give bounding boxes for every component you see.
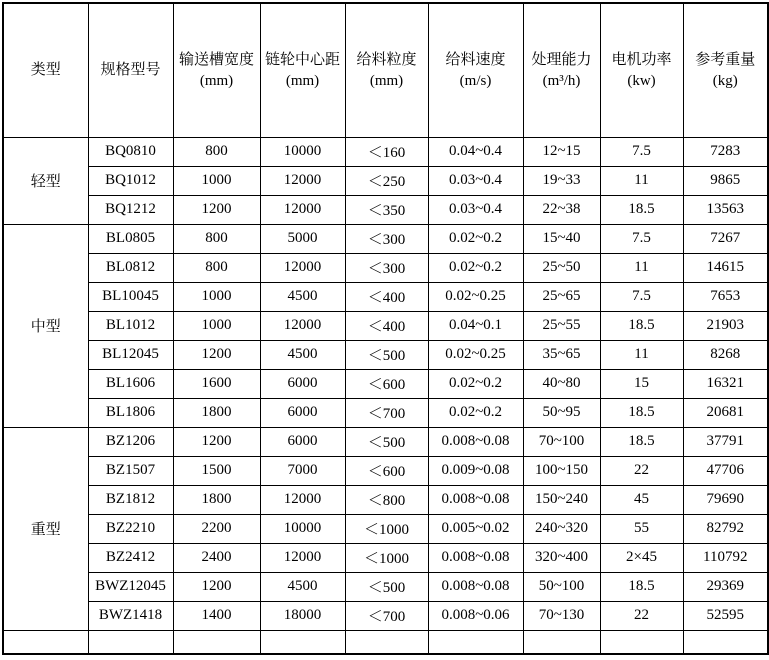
cell-weight: 37791 (683, 427, 768, 456)
cell-trough-width: 2400 (173, 543, 260, 572)
cell-feed-speed: 0.04~0.4 (428, 137, 523, 166)
cell-sprocket-distance: 12000 (260, 166, 345, 195)
cell-capacity: 50~100 (523, 572, 600, 601)
cell-trough-width: 1200 (173, 340, 260, 369)
col-header-title: 规格型号 (100, 62, 161, 79)
cell-sprocket-distance: 4500 (260, 340, 345, 369)
cell-model: BZ1507 (88, 456, 173, 485)
cell-model: BL1606 (88, 369, 173, 398)
cell-motor-power: 7.5 (600, 282, 683, 311)
cell-feed-speed: 0.02~0.2 (428, 224, 523, 253)
cell-feed-speed: 0.008~0.08 (428, 427, 523, 456)
empty-cell (523, 630, 600, 654)
cell-feed-speed: 0.02~0.25 (428, 340, 523, 369)
type-cell: 中型 (3, 224, 88, 427)
cell-feed-speed: 0.005~0.02 (428, 514, 523, 543)
cell-feed-speed: 0.03~0.4 (428, 166, 523, 195)
col-header-type (3, 3, 88, 137)
cell-model: BZ1206 (88, 427, 173, 456)
table-row (3, 485, 768, 514)
cell-model: BL10045 (88, 282, 173, 311)
cell-capacity: 35~65 (523, 340, 600, 369)
cell-feed-size: ＜500 (345, 427, 428, 456)
cell-model: BL1806 (88, 398, 173, 427)
cell-weight: 29369 (683, 572, 768, 601)
col-header-motor-power (600, 3, 683, 137)
cell-trough-width: 1800 (173, 398, 260, 427)
cell-weight: 52595 (683, 601, 768, 630)
cell-trough-width: 1400 (173, 601, 260, 630)
cell-motor-power: 2×45 (600, 543, 683, 572)
cell-trough-width: 800 (173, 224, 260, 253)
table-row (3, 398, 768, 427)
cell-model: BQ1012 (88, 166, 173, 195)
col-header-unit: (m³/h) (542, 73, 581, 90)
cell-motor-power: 18.5 (600, 427, 683, 456)
cell-capacity: 25~55 (523, 311, 600, 340)
cell-model: BL1012 (88, 311, 173, 340)
cell-weight: 7267 (683, 224, 768, 253)
empty-cell (88, 630, 173, 654)
cell-feed-size: ＜1000 (345, 514, 428, 543)
col-header-feed-size (345, 3, 428, 137)
cell-weight: 82792 (683, 514, 768, 543)
cell-motor-power: 7.5 (600, 137, 683, 166)
cell-trough-width: 1000 (173, 282, 260, 311)
cell-capacity: 25~50 (523, 253, 600, 282)
empty-cell (260, 630, 345, 654)
cell-weight: 47706 (683, 456, 768, 485)
cell-feed-speed: 0.02~0.2 (428, 369, 523, 398)
cell-capacity: 15~40 (523, 224, 600, 253)
cell-model: BWZ12045 (88, 572, 173, 601)
cell-capacity: 240~320 (523, 514, 600, 543)
cell-capacity: 70~100 (523, 427, 600, 456)
col-header-title: 链轮中心距 (264, 52, 340, 69)
cell-weight: 21903 (683, 311, 768, 340)
col-header-sprocket-distance (260, 3, 345, 137)
col-header-feed-speed (428, 3, 523, 137)
cell-capacity: 50~95 (523, 398, 600, 427)
cell-motor-power: 22 (600, 601, 683, 630)
cell-motor-power: 11 (600, 253, 683, 282)
cell-sprocket-distance: 4500 (260, 282, 345, 311)
cell-motor-power: 55 (600, 514, 683, 543)
cell-feed-size: ＜400 (345, 311, 428, 340)
table-row (3, 369, 768, 398)
cell-feed-speed: 0.008~0.08 (428, 572, 523, 601)
cell-trough-width: 1500 (173, 456, 260, 485)
cell-trough-width: 800 (173, 253, 260, 282)
cell-sprocket-distance: 7000 (260, 456, 345, 485)
cell-model: BQ1212 (88, 195, 173, 224)
cell-sprocket-distance: 6000 (260, 398, 345, 427)
col-header-weight (683, 3, 768, 137)
cell-feed-size: ＜400 (345, 282, 428, 311)
cell-feed-size: ＜500 (345, 340, 428, 369)
cell-motor-power: 11 (600, 166, 683, 195)
cell-capacity: 12~15 (523, 137, 600, 166)
cell-trough-width: 1200 (173, 572, 260, 601)
col-header-capacity (523, 3, 600, 137)
cell-weight: 8268 (683, 340, 768, 369)
cell-trough-width: 1800 (173, 485, 260, 514)
cell-sprocket-distance: 12000 (260, 253, 345, 282)
table-row (3, 543, 768, 572)
cell-weight: 20681 (683, 398, 768, 427)
cell-trough-width: 1200 (173, 427, 260, 456)
cell-feed-speed: 0.009~0.08 (428, 456, 523, 485)
cell-feed-size: ＜700 (345, 398, 428, 427)
cell-feed-speed: 0.02~0.2 (428, 253, 523, 282)
table-row (3, 340, 768, 369)
cell-capacity: 320~400 (523, 543, 600, 572)
cell-sprocket-distance: 10000 (260, 514, 345, 543)
table-row (3, 224, 768, 253)
empty-cell (3, 630, 88, 654)
table-row (3, 195, 768, 224)
cell-feed-size: ＜300 (345, 224, 428, 253)
cell-feed-speed: 0.008~0.08 (428, 485, 523, 514)
cell-feed-speed: 0.02~0.2 (428, 398, 523, 427)
cell-model: BWZ1418 (88, 601, 173, 630)
cell-weight: 13563 (683, 195, 768, 224)
cell-model: BZ1812 (88, 485, 173, 514)
cell-trough-width: 1000 (173, 311, 260, 340)
cell-capacity: 22~38 (523, 195, 600, 224)
empty-cell (345, 630, 428, 654)
table-row (3, 311, 768, 340)
cell-feed-size: ＜1000 (345, 543, 428, 572)
table-row (3, 427, 768, 456)
table-row (3, 456, 768, 485)
cell-trough-width: 1600 (173, 369, 260, 398)
col-header-title: 类型 (30, 62, 61, 79)
cell-feed-size: ＜600 (345, 369, 428, 398)
cell-feed-speed: 0.03~0.4 (428, 195, 523, 224)
cell-trough-width: 800 (173, 137, 260, 166)
cell-sprocket-distance: 12000 (260, 543, 345, 572)
cell-trough-width: 1200 (173, 195, 260, 224)
cell-motor-power: 22 (600, 456, 683, 485)
empty-cell (600, 630, 683, 654)
col-header-title: 参考重量 (695, 52, 756, 69)
cell-model: BQ0810 (88, 137, 173, 166)
table-row (3, 137, 768, 166)
cell-motor-power: 18.5 (600, 398, 683, 427)
empty-row (3, 630, 768, 654)
cell-weight: 9865 (683, 166, 768, 195)
table-row (3, 282, 768, 311)
cell-feed-speed: 0.008~0.08 (428, 543, 523, 572)
cell-sprocket-distance: 6000 (260, 427, 345, 456)
cell-sprocket-distance: 12000 (260, 311, 345, 340)
cell-capacity: 70~130 (523, 601, 600, 630)
cell-motor-power: 18.5 (600, 195, 683, 224)
cell-weight: 16321 (683, 369, 768, 398)
empty-cell (428, 630, 523, 654)
cell-sprocket-distance: 5000 (260, 224, 345, 253)
cell-motor-power: 7.5 (600, 224, 683, 253)
col-header-unit: (mm) (199, 73, 234, 90)
cell-model: BL0812 (88, 253, 173, 282)
cell-model: BL12045 (88, 340, 173, 369)
cell-weight: 79690 (683, 485, 768, 514)
col-header-unit: (kw) (627, 73, 656, 90)
col-header-unit: (m/s) (459, 73, 492, 90)
cell-capacity: 100~150 (523, 456, 600, 485)
cell-weight: 7653 (683, 282, 768, 311)
table-row (3, 253, 768, 282)
col-header-title: 给料粒度 (356, 52, 417, 69)
cell-model: BL0805 (88, 224, 173, 253)
cell-trough-width: 1000 (173, 166, 260, 195)
cell-model: BZ2412 (88, 543, 173, 572)
empty-cell (683, 630, 768, 654)
header-row (3, 3, 768, 137)
table-body (3, 137, 768, 654)
cell-feed-size: ＜160 (345, 137, 428, 166)
cell-feed-speed: 0.02~0.25 (428, 282, 523, 311)
type-cell: 轻型 (3, 137, 88, 224)
col-header-unit: (kg) (712, 73, 738, 90)
col-header-title: 电机功率 (611, 52, 672, 69)
cell-motor-power: 18.5 (600, 311, 683, 340)
cell-sprocket-distance: 4500 (260, 572, 345, 601)
cell-capacity: 40~80 (523, 369, 600, 398)
cell-sprocket-distance: 6000 (260, 369, 345, 398)
cell-feed-size: ＜800 (345, 485, 428, 514)
specification-table (2, 2, 769, 655)
col-header-unit: (mm) (369, 73, 404, 90)
cell-motor-power: 11 (600, 340, 683, 369)
table-row (3, 601, 768, 630)
cell-weight: 14615 (683, 253, 768, 282)
col-header-unit: (mm) (285, 73, 320, 90)
col-header-model (88, 3, 173, 137)
cell-capacity: 19~33 (523, 166, 600, 195)
cell-motor-power: 45 (600, 485, 683, 514)
cell-feed-speed: 0.008~0.06 (428, 601, 523, 630)
cell-feed-speed: 0.04~0.1 (428, 311, 523, 340)
cell-capacity: 150~240 (523, 485, 600, 514)
cell-capacity: 25~65 (523, 282, 600, 311)
cell-motor-power: 18.5 (600, 572, 683, 601)
cell-model: BZ2210 (88, 514, 173, 543)
cell-feed-size: ＜300 (345, 253, 428, 282)
cell-motor-power: 15 (600, 369, 683, 398)
col-header-title: 给料速度 (445, 52, 506, 69)
cell-sprocket-distance: 12000 (260, 485, 345, 514)
cell-weight: 110792 (683, 543, 768, 572)
col-header-title: 处理能力 (531, 52, 592, 69)
col-header-trough-width (173, 3, 260, 137)
table-row (3, 166, 768, 195)
cell-sprocket-distance: 12000 (260, 195, 345, 224)
cell-trough-width: 2200 (173, 514, 260, 543)
cell-weight: 7283 (683, 137, 768, 166)
table-row (3, 572, 768, 601)
table-row (3, 514, 768, 543)
cell-sprocket-distance: 18000 (260, 601, 345, 630)
cell-feed-size: ＜600 (345, 456, 428, 485)
type-cell: 重型 (3, 427, 88, 630)
cell-feed-size: ＜250 (345, 166, 428, 195)
col-header-title: 输送槽宽度 (178, 52, 254, 69)
empty-cell (173, 630, 260, 654)
cell-feed-size: ＜500 (345, 572, 428, 601)
cell-feed-size: ＜350 (345, 195, 428, 224)
cell-feed-size: ＜700 (345, 601, 428, 630)
cell-sprocket-distance: 10000 (260, 137, 345, 166)
